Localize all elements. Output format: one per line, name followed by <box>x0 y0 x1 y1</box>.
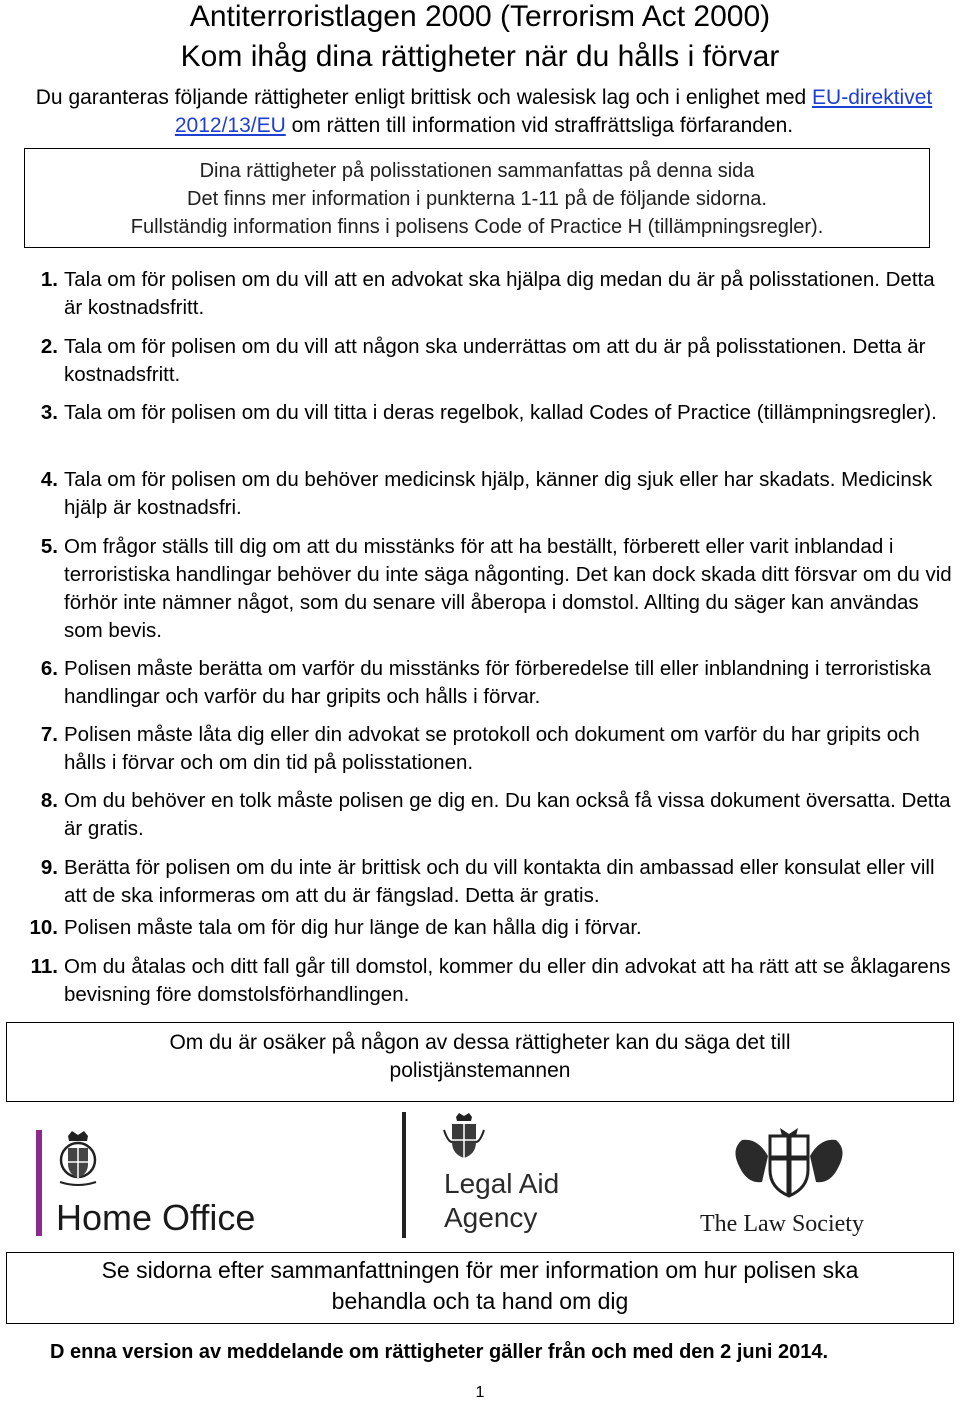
note-line-2: polistjänstemannen <box>389 1059 571 1082</box>
right-number: 3. <box>40 401 58 424</box>
summary-box <box>24 148 930 248</box>
right-text: Polisen måste låta dig eller din advokat se protokoll och dokument om varför du har gripits och hålls i förvar och om din tid på polisstationen. <box>64 723 920 774</box>
legal-aid-brand-bar <box>402 1112 406 1238</box>
law-society-crest-icon <box>724 1126 854 1200</box>
more-information-box <box>6 1252 954 1324</box>
intro-text-end: om rätten till information vid straffrättsliga förfaranden. <box>285 114 794 137</box>
legal-aid-wordmark-line-2: Agency <box>444 1202 538 1233</box>
legal-aid-agency-logo <box>402 1108 582 1240</box>
right-number: 2. <box>40 335 58 358</box>
right-number: 8. <box>40 789 58 812</box>
intro-text-start: Du garanteras följande rättigheter enligt brittisk och walesisk lag och i enlighet med <box>35 86 813 109</box>
right-text: Om du åtalas och ditt fall går till domstol, kommer du eller din advokat att ha rätt att se åklagarens bevisning före domstolsförhandlingen. <box>64 955 951 1006</box>
logo-row <box>0 1108 960 1248</box>
version-notice: D enna version av meddelande om rättigheter gäller från och med den 2 juni 2014. <box>50 1341 829 1363</box>
document-title: Antiterroristlagen 2000 (Terrorism Act 2000) <box>189 0 771 33</box>
right-number: 6. <box>40 657 58 680</box>
right-text: Om frågor ställs till dig om att du misstänks för att ha beställt, förberett eller varit inblandad i terroristiska handlingar behöver du inte säga någonting. Det kan dock skada ditt försvar om du vid förhör inte nämner något, som du senare vill åberopa i domstol. Allting du säger kan användas som bevis. <box>64 535 952 642</box>
royal-crest-icon <box>442 1112 486 1162</box>
summary-line-3: Fullständig information finns i polisens Code of Practice H (tillämpningsregler). <box>130 216 824 238</box>
right-number: 11. <box>30 955 58 978</box>
royal-crest-icon <box>54 1130 102 1188</box>
right-number: 5. <box>40 535 58 558</box>
uncertainty-note-box <box>6 1022 954 1102</box>
summary-line-2: Det finns mer information i punkterna 1-11 på de följande sidorna. <box>187 188 767 210</box>
right-number: 1. <box>40 268 58 291</box>
right-number: 4. <box>40 468 58 491</box>
home-office-wordmark: Home Office <box>56 1197 256 1238</box>
legal-aid-wordmark-line-1: Legal Aid <box>444 1168 560 1199</box>
right-number: 9. <box>40 856 58 879</box>
see-line-2: behandla och ta hand om dig <box>331 1288 629 1314</box>
right-number: 7. <box>40 723 58 746</box>
intro-paragraph <box>24 84 944 140</box>
law-society-logo <box>700 1126 880 1238</box>
note-line-1: Om du är osäker på någon av dessa rättigheter kan du säga det till <box>169 1031 791 1054</box>
right-text: Berätta för polisen om du inte är brittisk och du vill kontakta din ambassad eller konsulat eller vill att de ska informeras om att du är fängslad. Detta är gratis. <box>64 856 935 907</box>
document-subtitle: Kom ihåg dina rättigheter när du hålls i förvar <box>180 40 780 73</box>
eu-directive-link[interactable]: EU-direktivet 2012/13/EU <box>174 86 933 137</box>
right-number: 10. <box>29 916 58 939</box>
right-text: Tala om för polisen om du vill titta i deras regelbok, kallad Codes of Practice (tillämpningsregler). <box>64 401 937 424</box>
home-office-logo <box>36 1130 286 1242</box>
right-text: Tala om för polisen om du vill att en advokat ska hjälpa dig medan du är på polisstationen. Detta är kostnadsfritt. <box>64 268 935 319</box>
right-text: Tala om för polisen om du vill att någon ska underrättas om att du är på polisstationen. Detta är kostnadsfritt. <box>64 335 926 386</box>
right-text: Polisen måste berätta om varför du misstänks för förberedelse till eller inblandning i terroristiska handlingar och varför du har gripits och hålls i förvar. <box>64 657 932 708</box>
see-line-1: Se sidorna efter sammanfattningen för mer information om hur polisen ska <box>101 1257 859 1283</box>
home-office-brand-bar <box>36 1130 42 1236</box>
right-text: Om du behöver en tolk måste polisen ge dig en. Du kan också få vissa dokument översatta. Detta är gratis. <box>64 789 951 840</box>
right-text: Polisen måste tala om för dig hur länge de kan hålla dig i förvar. <box>64 916 642 939</box>
page-number: 1 <box>475 1384 485 1401</box>
right-text: Tala om för polisen om du behöver medicinsk hjälp, känner dig sjuk eller har skadats. Medicinsk hjälp är kostnadsfri. <box>64 468 933 519</box>
law-society-wordmark: The Law Society <box>700 1211 864 1237</box>
summary-line-1: Dina rättigheter på polisstationen sammanfattas på denna sida <box>199 160 755 182</box>
